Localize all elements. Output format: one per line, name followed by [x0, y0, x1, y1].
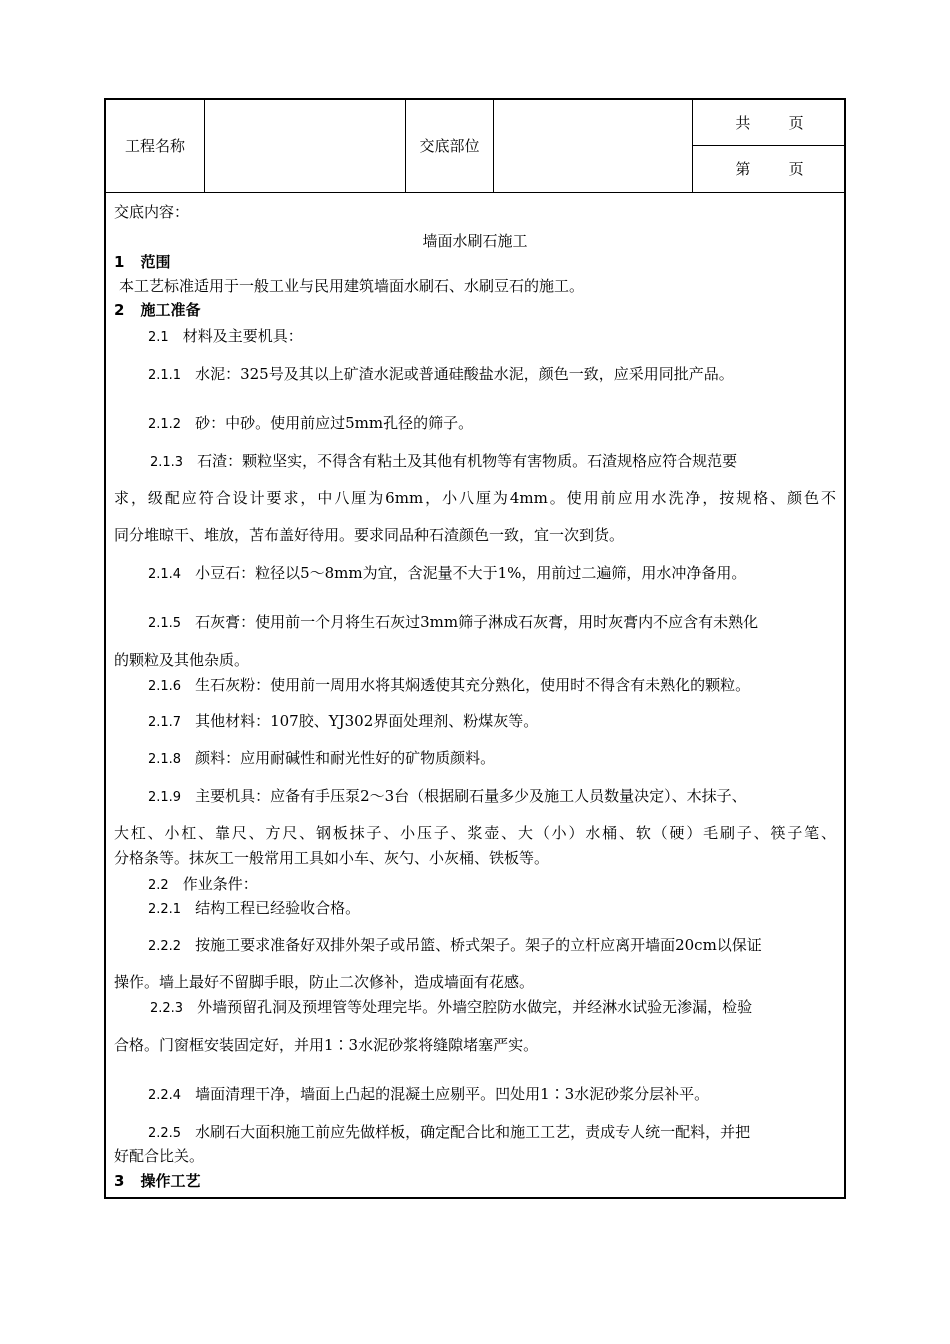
- item-2-2-3-text-1: 外墙预留孔洞及预埋管等处理完毕。外墙空腔防水做完，并经淋水试验无渗漏，检验: [197, 998, 753, 1016]
- section-1-number: 1: [114, 253, 125, 271]
- item-2-1-4-number: 2.1.4: [148, 567, 182, 582]
- item-2-1-8: [148, 748, 495, 770]
- item-2-2-text: 作业条件：: [182, 875, 258, 893]
- section-2-heading: [114, 300, 200, 320]
- item-2-1-5-number: 2.1.5: [148, 616, 182, 631]
- item-2-1-9-number: 2.1.9: [148, 790, 182, 805]
- section-3-title: 操作工艺: [140, 1172, 201, 1190]
- header-divider-3: [493, 100, 494, 192]
- position-label: 交底部位: [419, 137, 480, 155]
- item-2-1-4: [148, 563, 746, 585]
- item-2-1-9-line-2: 大杠、小杠、靠尺、方尺、钢板抹子、小压子、浆壶、大（小）水桶、软（硬）毛刷子、筷子笔、: [114, 824, 836, 842]
- item-2-2-4: [148, 1084, 709, 1106]
- item-2-2-1-number: 2.2.1: [148, 902, 182, 917]
- section-2-title: 施工准备: [140, 301, 201, 319]
- section-1-title: 范围: [140, 253, 171, 271]
- item-2-2-2-line-1: [148, 935, 762, 957]
- item-2-1-6: [148, 675, 750, 697]
- item-2-2-4-text: 墙面清理干净，墙面上凸起的混凝土应剔平。凹处用1∶3水泥砂浆分层补平。: [195, 1085, 710, 1103]
- item-2-1-5-text-1: 石灰膏：使用前一个月将生石灰过3mm筛子淋成石灰膏，用时灰膏内不应含有未熟化: [195, 613, 759, 631]
- item-2-2-5-line-1: [148, 1122, 750, 1144]
- section-3-number: 3: [114, 1172, 125, 1190]
- item-2-1-3-line-3: 同分堆晾干、堆放，苫布盖好待用。要求同品种石渣颜色一致，宜一次到货。: [114, 526, 625, 544]
- item-2-1-1-text: 水泥：325号及其以上矿渣水泥或普通硅酸盐水泥，颜色一致，应采用同批产品。: [195, 365, 734, 383]
- item-2-2-number: 2.2: [148, 878, 169, 893]
- item-2-2-2-number: 2.2.2: [148, 939, 182, 954]
- item-2-2-3-line-2: 合格。门窗框安装固定好，并用1∶3水泥砂浆将缝隙堵塞严实。: [114, 1036, 539, 1054]
- item-2-1-3-number: 2.1.3: [150, 455, 184, 470]
- document-title: 墙面水刷石施工: [422, 232, 528, 250]
- item-2-1-9-text-1: 主要机具：应备有手压泵2～3台（根据刷石量多少及施工人员数量决定）、木抹子、: [195, 787, 747, 805]
- section-2-number: 2: [114, 301, 125, 319]
- section-1-heading: [114, 252, 170, 272]
- item-2-1-9-line-1: [148, 786, 747, 808]
- item-2-1-8-text: 颜料：应用耐碱性和耐光性好的矿物质颜料。: [195, 749, 496, 767]
- item-2-2-5-number: 2.2.5: [148, 1126, 182, 1141]
- item-2-1-7-text: 其他材料：107胶、YJ302界面处理剂、粉煤灰等。: [195, 712, 539, 730]
- header-divider-1: [204, 100, 205, 192]
- item-2-1-2-number: 2.1.2: [148, 417, 182, 432]
- section-1-text: 本工艺标准适用于一般工业与民用建筑墙面水刷石、水刷豆石的施工。: [119, 277, 585, 295]
- item-2-1-7-number: 2.1.7: [148, 715, 182, 730]
- item-2-2-1-text: 结构工程已经验收合格。: [195, 899, 361, 917]
- item-2-2: [148, 874, 258, 896]
- item-2-1-6-text: 生石灰粉：使用前一周用水将其焖透使其充分熟化，使用时不得含有未熟化的颗粒。: [195, 676, 751, 694]
- item-2-2-3-line-1: [150, 997, 752, 1019]
- item-2-2-3-number: 2.2.3: [150, 1001, 184, 1016]
- item-2-1-3-line-1: [150, 451, 737, 473]
- item-2-1-number: 2.1: [148, 330, 169, 345]
- disclosure-form: [104, 98, 846, 1199]
- project-name-label: 工程名称: [124, 137, 185, 155]
- item-2-1-9-line-3: 分格条等。抹灰工一般常用工具如小车、灰勺、小灰桶、铁板等。: [114, 849, 550, 867]
- item-2-1-8-number: 2.1.8: [148, 752, 182, 767]
- item-2-2-2-line-2: 操作。墙上最好不留脚手眼，防止二次修补，造成墙面有花感。: [114, 973, 535, 991]
- content-label: 交底内容：: [114, 203, 190, 221]
- item-2-2-4-number: 2.2.4: [148, 1088, 182, 1103]
- item-2-1-4-text: 小豆石：粒径以5～8mm为宜，含泥量不大于1%，用前过二遍筛，用水冲净备用。: [195, 564, 747, 582]
- header-page-divider: [692, 145, 846, 146]
- item-2-2-5-line-2: 好配合比关。: [114, 1147, 205, 1165]
- item-2-1-7: [148, 711, 538, 733]
- item-2-1-text: 材料及主要机具：: [182, 327, 303, 345]
- header-bottom-line: [106, 192, 846, 193]
- item-2-2-5-text-1: 水刷石大面积施工前应先做样板，确定配合比和施工工艺，责成专人统一配料，并把: [195, 1123, 751, 1141]
- item-2-1-1-number: 2.1.1: [148, 368, 182, 383]
- total-pages-label: 共 页: [735, 114, 804, 132]
- item-2-1-5-line-2: 的颗粒及其他杂质。: [114, 651, 250, 669]
- item-2-1-2-text: 砂：中砂。使用前应过5mm孔径的筛子。: [195, 414, 474, 432]
- item-2-1-5-line-1: [148, 612, 758, 634]
- section-3-heading: [114, 1171, 200, 1191]
- item-2-1-2: [148, 413, 473, 435]
- page-number-label: 第 页: [735, 160, 804, 178]
- item-2-1-1: [148, 364, 734, 386]
- item-2-2-1: [148, 898, 360, 920]
- item-2-1: [148, 326, 303, 348]
- item-2-2-2-text-1: 按施工要求准备好双排外架子或吊篮、桥式架子。架子的立杆应离开墙面20cm以保证: [195, 936, 762, 954]
- item-2-1-6-number: 2.1.6: [148, 679, 182, 694]
- item-2-1-3-text-1: 石渣：颗粒坚实，不得含有粘土及其他有机物等有害物质。石渣规格应符合规范要: [197, 452, 738, 470]
- item-2-1-3-line-2: 求，级配应符合设计要求，中八厘为6mm，小八厘为4mm。使用前应用水洗净，按规格、颜色不: [114, 489, 836, 507]
